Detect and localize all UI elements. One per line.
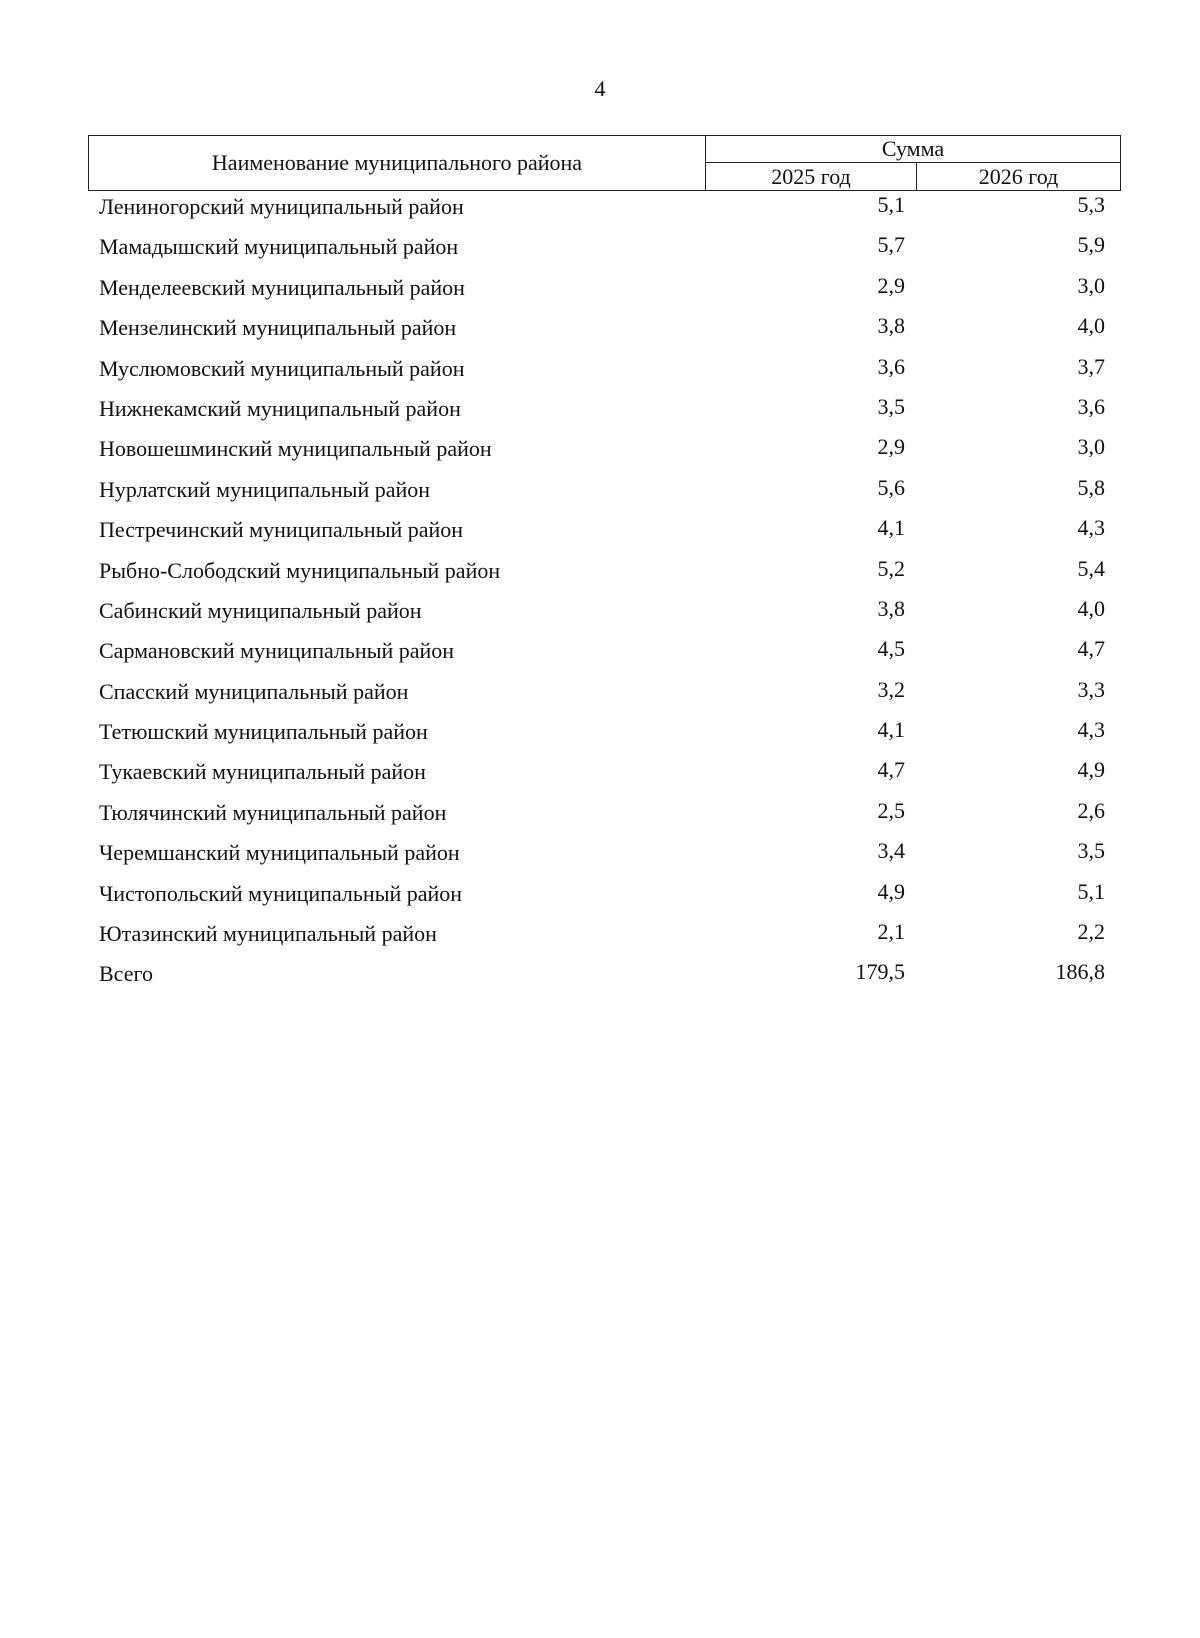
- value-2026: 3,6: [1077, 393, 1105, 419]
- value-2025: 4,5: [877, 636, 905, 662]
- value-2025: 3,5: [877, 393, 905, 419]
- value-2026: 3,3: [1077, 676, 1105, 702]
- value-2025: 4,1: [877, 515, 905, 541]
- district-name: Муслюмовский муниципальный район: [99, 355, 465, 381]
- district-name: Рыбно-Слободский муниципальный район: [99, 557, 501, 583]
- value-2025: 5,2: [877, 555, 905, 581]
- column-header-name: Наименование муниципального района: [89, 136, 706, 190]
- value-2025: 3,6: [877, 353, 905, 379]
- total-label: Всего: [99, 961, 153, 987]
- value-2025: 5,1: [877, 192, 905, 217]
- value-2026: 4,3: [1077, 717, 1105, 743]
- table-row: [0, 350, 1200, 390]
- table-body: [0, 188, 1200, 996]
- district-name: Новошешминский муниципальный район: [99, 436, 492, 462]
- value-2025: 2,1: [877, 919, 905, 945]
- value-2025: 4,1: [877, 717, 905, 743]
- table-row: [0, 915, 1200, 955]
- district-name: Мамадышский муниципальный район: [99, 234, 459, 260]
- table-row: [0, 269, 1200, 309]
- table-row: [0, 713, 1200, 753]
- value-2025: 2,9: [877, 434, 905, 460]
- district-name: Сармановский муниципальный район: [99, 638, 455, 664]
- value-2026: 3,0: [1077, 272, 1105, 298]
- table-row: [0, 430, 1200, 470]
- table-row: [0, 632, 1200, 672]
- table-row: [0, 471, 1200, 511]
- table-row: [0, 511, 1200, 551]
- value-2026: 3,0: [1077, 434, 1105, 460]
- value-2026: 4,0: [1077, 595, 1105, 621]
- value-2025: 3,8: [877, 595, 905, 621]
- value-2026: 4,7: [1077, 636, 1105, 662]
- column-header-2026: 2026 год: [978, 163, 1059, 189]
- district-name: Черемшанский муниципальный район: [99, 840, 460, 866]
- value-2026: 5,3: [1077, 192, 1105, 217]
- district-name: Ютазинский муниципальный район: [99, 921, 437, 947]
- table-row: [0, 673, 1200, 713]
- value-2026: 4,9: [1077, 757, 1105, 783]
- table-row: [0, 794, 1200, 834]
- table-row: [0, 228, 1200, 268]
- value-2026: 2,2: [1077, 919, 1105, 945]
- district-name: Тюлячинский муниципальный район: [99, 799, 447, 825]
- district-name: Мензелинский муниципальный район: [99, 315, 457, 341]
- total-2026: 186,8: [1055, 959, 1105, 985]
- district-name: Менделеевский муниципальный район: [99, 274, 465, 300]
- table-row: [0, 875, 1200, 915]
- value-2026: 2,6: [1077, 797, 1105, 823]
- table-row: [0, 188, 1200, 228]
- total-2025: 179,5: [855, 959, 905, 985]
- value-2025: 2,5: [877, 797, 905, 823]
- district-name: Чистопольский муниципальный район: [99, 880, 463, 906]
- value-2026: 5,8: [1077, 474, 1105, 500]
- value-2025: 2,9: [877, 272, 905, 298]
- value-2026: 3,5: [1077, 838, 1105, 864]
- district-name: Лениногорский муниципальный район: [99, 194, 464, 219]
- value-2025: 3,8: [877, 313, 905, 339]
- value-2025: 4,9: [877, 878, 905, 904]
- district-name: Пестречинский муниципальный район: [99, 517, 464, 543]
- table-row: [0, 390, 1200, 430]
- table-row: [0, 753, 1200, 793]
- value-2026: 5,4: [1077, 555, 1105, 581]
- table-row: [0, 552, 1200, 592]
- value-2026: 4,0: [1077, 313, 1105, 339]
- district-name: Нурлатский муниципальный район: [99, 476, 431, 502]
- column-header-sum: Сумма: [706, 136, 1120, 163]
- value-2025: 3,4: [877, 838, 905, 864]
- district-name: Сабинский муниципальный район: [99, 597, 422, 623]
- total-row: [0, 955, 1200, 995]
- value-2025: 3,2: [877, 676, 905, 702]
- table-header: [88, 135, 1121, 191]
- table-row: [0, 309, 1200, 349]
- value-2025: 5,6: [877, 474, 905, 500]
- table-row: [0, 592, 1200, 632]
- district-name: Нижнекамский муниципальный район: [99, 395, 461, 421]
- value-2026: 5,9: [1077, 232, 1105, 258]
- district-name: Тукаевский муниципальный район: [99, 759, 426, 785]
- value-2025: 4,7: [877, 757, 905, 783]
- value-2025: 5,7: [877, 232, 905, 258]
- district-name: Тетюшский муниципальный район: [99, 719, 428, 745]
- value-2026: 3,7: [1077, 353, 1105, 379]
- column-header-2025: 2025 год: [706, 163, 917, 190]
- value-2026: 4,3: [1077, 515, 1105, 541]
- district-name: Спасский муниципальный район: [99, 678, 409, 704]
- page-number: 4: [594, 76, 606, 101]
- table-row: [0, 834, 1200, 874]
- value-2026: 5,1: [1077, 878, 1105, 904]
